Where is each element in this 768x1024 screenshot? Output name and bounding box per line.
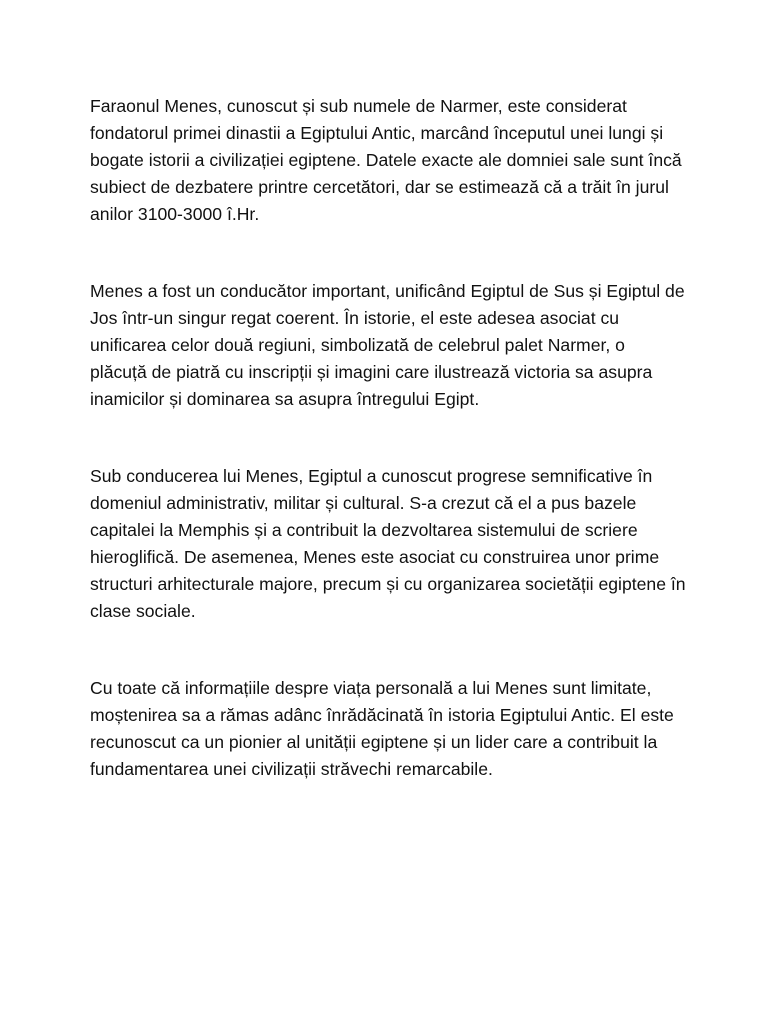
document-body [90,93,686,833]
paragraph-progress: Sub conducerea lui Menes, Egiptul a cunoscut progrese semnificative în domeniul administrativ, militar și cultural. S-a crezut că el a pus bazele capitalei la Memphis și a contribuit la dezvoltarea sistemului de scriere hieroglifică. De asemenea, Menes este asociat cu construirea unor prime structuri arhitecturale majore, precum și cu organizarea societății egiptene în clase sociale. [90,466,686,621]
paragraph-menes-intro: Faraonul Menes, cunoscut și sub numele de Narmer, este considerat fondatorul primei dinastii a Egiptului Antic, marcând începutul unei lungi și bogate istorii a civilizației egiptene. Datele exacte ale domniei sale sunt încă subiect de dezbatere printre cercetători, dar se estimează că a trăit în jurul anilor 3100-3000 î.Hr. [90,96,682,224]
paragraph-unification: Menes a fost un conducător important, unificând Egiptul de Sus și Egiptul de Jos într-un singur regat coerent. În istorie, el este adesea asociat cu unificarea celor două regiuni, simbolizată de celebrul palet Narmer, o plăcuță de piatră cu inscripții și imagini care ilustrează victoria sa asupra inamicilor și dominarea sa asupra întregului Egipt. [90,281,685,409]
paragraph-legacy: Cu toate că informațiile despre viața personală a lui Menes sunt limitate, moștenirea sa a rămas adânc înrădăcinată în istoria Egiptului Antic. El este recunoscut ca un pionier al unității egiptene și un lider care a contribuit la fundamentarea unei civilizații străvechi remarcabile. [90,678,674,779]
